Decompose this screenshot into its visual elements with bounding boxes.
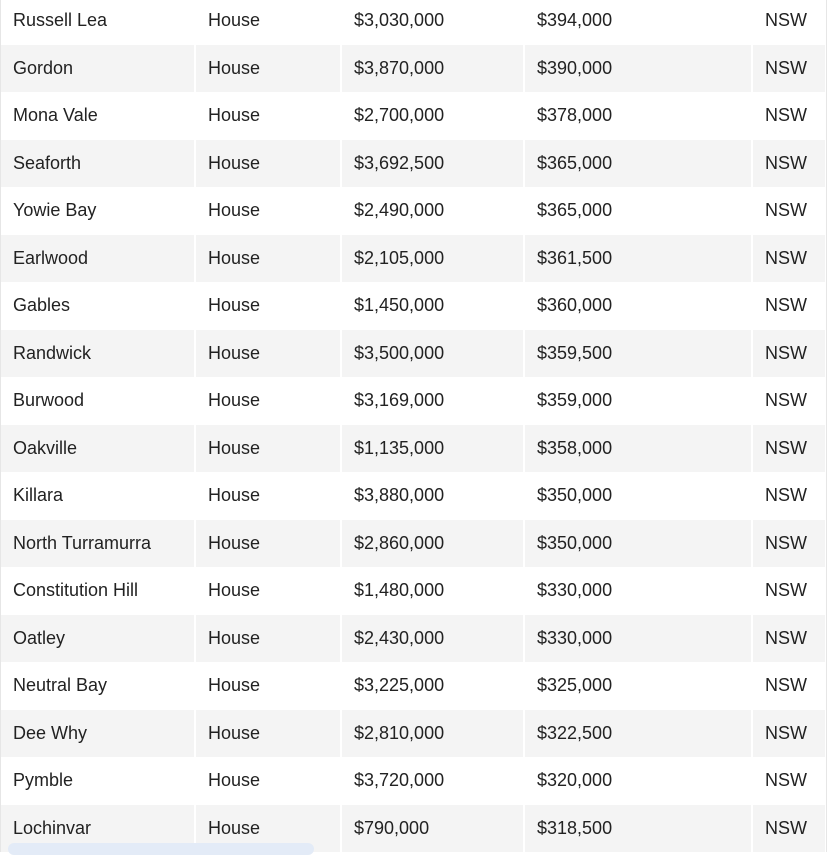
table-row (1, 710, 825, 758)
suburb-cell: North Turramurra (1, 520, 195, 568)
median-price-cell: $3,720,000 (341, 757, 524, 805)
growth-cell: $325,000 (524, 662, 752, 710)
suburb-cell: Oatley (1, 615, 195, 663)
type-cell: House (195, 187, 341, 235)
type-cell: House (195, 330, 341, 378)
table-row (1, 187, 825, 235)
table-row (1, 425, 825, 473)
state-cell: NSW (752, 45, 825, 93)
growth-cell: $361,500 (524, 235, 752, 283)
state-cell: NSW (752, 805, 825, 853)
growth-cell: $330,000 (524, 567, 752, 615)
median-price-cell: $2,105,000 (341, 235, 524, 283)
suburb-cell: Earlwood (1, 235, 195, 283)
type-cell: House (195, 710, 341, 758)
table-row (1, 662, 825, 710)
median-price-cell: $3,500,000 (341, 330, 524, 378)
table-row (1, 757, 825, 805)
state-cell: NSW (752, 330, 825, 378)
state-cell: NSW (752, 567, 825, 615)
growth-cell: $322,500 (524, 710, 752, 758)
growth-cell: $330,000 (524, 615, 752, 663)
median-price-cell: $1,450,000 (341, 282, 524, 330)
suburb-cell: Burwood (1, 377, 195, 425)
median-price-cell: $790,000 (341, 805, 524, 853)
state-cell: NSW (752, 757, 825, 805)
growth-cell: $350,000 (524, 520, 752, 568)
suburb-cell: Gordon (1, 45, 195, 93)
suburb-cell: Gables (1, 282, 195, 330)
horizontal-scrollbar[interactable] (8, 843, 314, 855)
table-row (1, 140, 825, 188)
suburb-cell: Randwick (1, 330, 195, 378)
type-cell: House (195, 0, 341, 45)
growth-cell: $318,500 (524, 805, 752, 853)
median-price-cell: $3,225,000 (341, 662, 524, 710)
state-cell: NSW (752, 710, 825, 758)
type-cell: House (195, 235, 341, 283)
growth-cell: $365,000 (524, 140, 752, 188)
suburb-cell: Oakville (1, 425, 195, 473)
median-price-cell: $2,700,000 (341, 92, 524, 140)
suburb-cell: Russell Lea (1, 0, 195, 45)
type-cell: House (195, 805, 341, 853)
median-price-cell: $3,692,500 (341, 140, 524, 188)
type-cell: House (195, 45, 341, 93)
state-cell: NSW (752, 187, 825, 235)
growth-cell: $359,500 (524, 330, 752, 378)
type-cell: House (195, 615, 341, 663)
suburb-cell: Killara (1, 472, 195, 520)
median-price-cell: $2,810,000 (341, 710, 524, 758)
median-price-cell: $3,169,000 (341, 377, 524, 425)
median-price-cell: $1,135,000 (341, 425, 524, 473)
type-cell: House (195, 662, 341, 710)
growth-cell: $390,000 (524, 45, 752, 93)
state-cell: NSW (752, 235, 825, 283)
type-cell: House (195, 757, 341, 805)
state-cell: NSW (752, 140, 825, 188)
table-row (1, 567, 825, 615)
suburb-cell: Constitution Hill (1, 567, 195, 615)
suburb-table (1, 0, 825, 852)
state-cell: NSW (752, 425, 825, 473)
type-cell: House (195, 140, 341, 188)
suburb-cell: Lochinvar (1, 805, 195, 853)
state-cell: NSW (752, 92, 825, 140)
growth-cell: $358,000 (524, 425, 752, 473)
suburb-cell: Pymble (1, 757, 195, 805)
type-cell: House (195, 377, 341, 425)
suburb-cell: Seaforth (1, 140, 195, 188)
median-price-cell: $2,860,000 (341, 520, 524, 568)
suburb-cell: Neutral Bay (1, 662, 195, 710)
growth-cell: $365,000 (524, 187, 752, 235)
type-cell: House (195, 472, 341, 520)
median-price-cell: $2,490,000 (341, 187, 524, 235)
growth-cell: $350,000 (524, 472, 752, 520)
state-cell: NSW (752, 662, 825, 710)
state-cell: NSW (752, 377, 825, 425)
state-cell: NSW (752, 520, 825, 568)
type-cell: House (195, 282, 341, 330)
growth-cell: $394,000 (524, 0, 752, 45)
growth-cell: $359,000 (524, 377, 752, 425)
median-price-cell: $1,480,000 (341, 567, 524, 615)
median-price-cell: $3,030,000 (341, 0, 524, 45)
table-row (1, 45, 825, 93)
table-row (1, 377, 825, 425)
suburb-cell: Mona Vale (1, 92, 195, 140)
table-row (1, 615, 825, 663)
type-cell: House (195, 567, 341, 615)
growth-cell: $378,000 (524, 92, 752, 140)
table-row (1, 520, 825, 568)
table-row (1, 235, 825, 283)
table-body (1, 0, 825, 852)
table-row (1, 0, 825, 45)
state-cell: NSW (752, 0, 825, 45)
suburb-cell: Yowie Bay (1, 187, 195, 235)
growth-cell: $360,000 (524, 282, 752, 330)
median-price-cell: $3,870,000 (341, 45, 524, 93)
median-price-cell: $3,880,000 (341, 472, 524, 520)
type-cell: House (195, 425, 341, 473)
state-cell: NSW (752, 615, 825, 663)
table-row (1, 330, 825, 378)
type-cell: House (195, 92, 341, 140)
median-price-cell: $2,430,000 (341, 615, 524, 663)
type-cell: House (195, 520, 341, 568)
growth-cell: $320,000 (524, 757, 752, 805)
table-row (1, 472, 825, 520)
table-row (1, 282, 825, 330)
state-cell: NSW (752, 282, 825, 330)
state-cell: NSW (752, 472, 825, 520)
suburb-cell: Dee Why (1, 710, 195, 758)
table-row (1, 92, 825, 140)
